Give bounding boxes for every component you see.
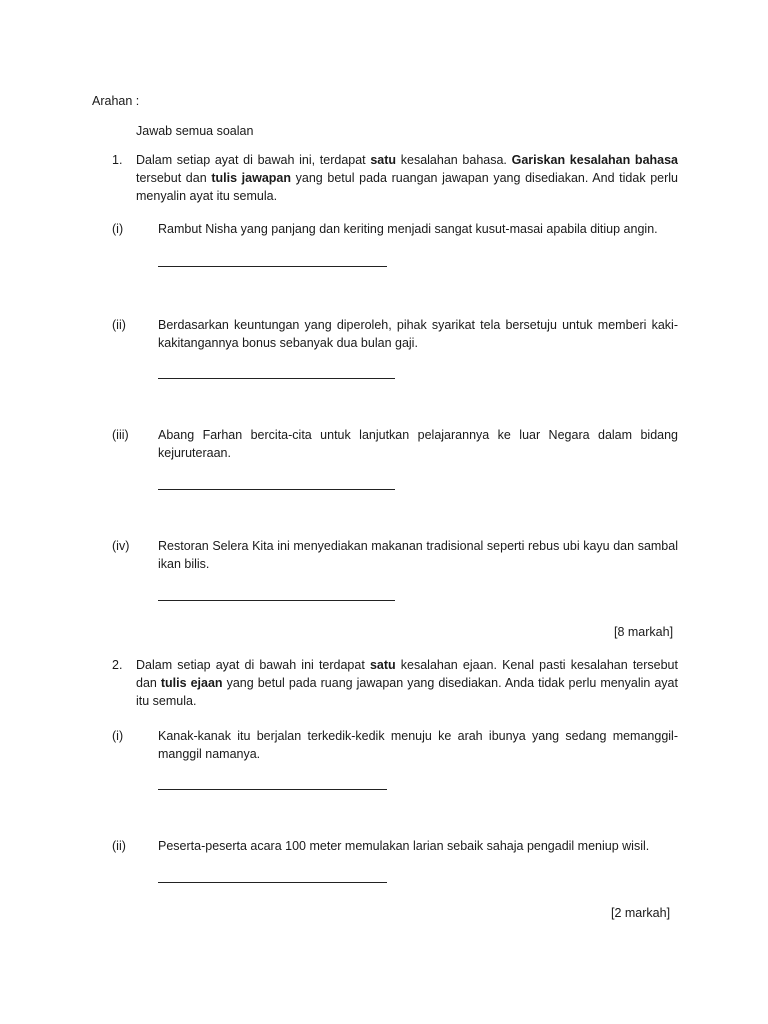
answer-line[interactable] — [158, 789, 387, 790]
q1-item-text: Rambut Nisha yang panjang dan keriting menjadi sangat kusut-masai apabila ditiup angin. — [158, 222, 658, 236]
q2-item-text: Kanak-kanak itu berjalan terkedik-kedik menuju ke arah ibunya yang sedang memanggil-manggil namanya. — [158, 729, 678, 761]
q1-marks: [8 markah] — [614, 625, 674, 639]
q1-item-label: (ii) — [112, 318, 126, 332]
q1-instruction: Dalam setiap ayat di bawah ini, terdapat satu kesalahan bahasa. Gariskan kesalahan bahasa tersebut dan tulis jawapan yang betul pada ruangan jawapan yang disediakan. And tidak perlu menyalin ayat itu semula. — [136, 153, 679, 203]
q2-item-label: (i) — [112, 729, 124, 743]
answer-line[interactable] — [158, 882, 387, 883]
q2-item-text: Peserta-peserta acara 100 meter memulakan larian sebaik sahaja pengadil meniup wisil. — [158, 839, 650, 853]
instruction-label: Arahan : — [92, 94, 140, 108]
q2-number: 2. — [112, 658, 123, 672]
q1-item-label: (iii) — [112, 428, 129, 442]
q2-instruction: Dalam setiap ayat di bawah ini terdapat satu kesalahan ejaan. Kenal pasti kesalahan tersebut dan tulis ejaan yang betul pada ruang jawapan yang disediakan. Anda tidak perlu menyalin ayat itu semula. — [136, 658, 678, 708]
answer-line[interactable] — [158, 600, 395, 601]
answer-line[interactable] — [158, 378, 395, 379]
q2-item-label: (ii) — [112, 839, 126, 853]
answer-line[interactable] — [158, 266, 387, 267]
q2-marks: [2 markah] — [611, 906, 671, 920]
instruction-text: Jawab semua soalan — [136, 124, 254, 138]
q1-item-text: Restoran Selera Kita ini menyediakan makanan tradisional seperti rebus ubi kayu dan sambal ikan bilis. — [158, 539, 678, 571]
q1-item-label: (i) — [112, 222, 124, 236]
answer-line[interactable] — [158, 489, 395, 490]
q1-item-text: Abang Farhan bercita-cita untuk lanjutkan pelajarannya ke luar Negara dalam bidang kejuruteraan. — [158, 428, 678, 460]
q1-item-text: Berdasarkan keuntungan yang diperoleh, pihak syarikat tela bersetuju untuk memberi kaki-kakitangannya bonus sebanyak dua bulan gaji. — [158, 318, 678, 350]
q1-item-label: (iv) — [112, 539, 130, 553]
q1-number: 1. — [112, 153, 123, 167]
